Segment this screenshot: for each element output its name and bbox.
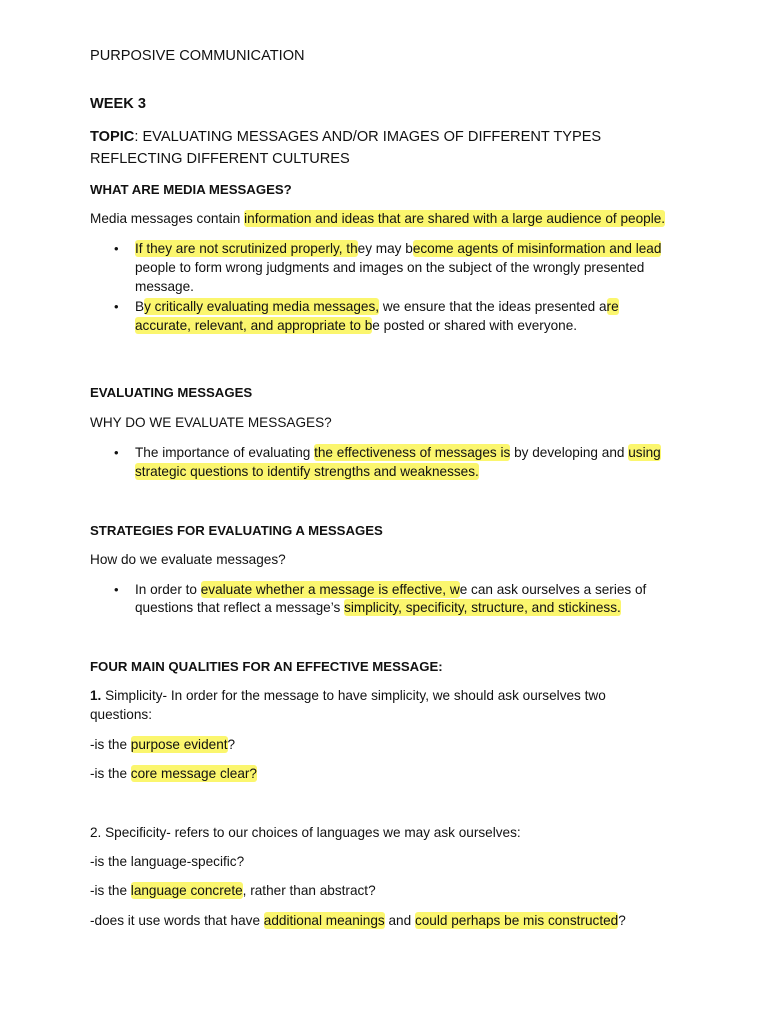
- strategies-question: How do we evaluate messages?: [90, 552, 286, 567]
- text: -is the: [90, 737, 131, 752]
- media-bullet-1-line-3: message.: [135, 279, 194, 294]
- text: -does it use words that have: [90, 913, 264, 928]
- highlight: simplicity, specificity, structure, and stickiness.: [344, 600, 621, 615]
- text: and: [384, 913, 415, 928]
- bullet-icon: •: [114, 299, 119, 314]
- strategies-heading: STRATEGIES FOR EVALUATING A MESSAGES: [90, 523, 383, 538]
- simplicity-question-2: [90, 764, 257, 783]
- text: e posted or shared with everyone.: [372, 318, 578, 333]
- simplicity-line-2: questions:: [90, 707, 152, 722]
- media-bullet-1-line-2: people to form wrong judgments and images on the subject of the wrongly presented: [135, 260, 645, 275]
- highlight: accurate, relevant, and appropriate to b: [135, 318, 373, 333]
- week-heading: WEEK 3: [90, 96, 146, 112]
- qualities-heading: FOUR MAIN QUALITIES FOR AN EFFECTIVE MESSAGE:: [90, 659, 443, 674]
- highlight: evaluate whether a message is effective, w: [200, 582, 460, 597]
- highlight: information and ideas that are shared with a large audience of people.: [244, 211, 666, 226]
- highlight: strategic questions to identify strengths and weaknesses.: [135, 464, 479, 479]
- bullet-icon: •: [114, 241, 119, 256]
- text: e can ask ourselves a series of: [459, 582, 647, 597]
- topic-label: TOPIC: [90, 129, 135, 145]
- document-title: PURPOSIVE COMMUNICATION: [90, 48, 305, 64]
- simplicity-line-1: [90, 686, 606, 705]
- highlight: language concrete: [130, 883, 243, 898]
- highlight: using: [628, 445, 661, 460]
- specificity-question-3: [90, 911, 626, 930]
- highlight: ecome agents of misinformation and lead: [412, 241, 662, 256]
- text: , rather than abstract?: [242, 883, 376, 898]
- text: B: [135, 299, 145, 314]
- topic-text-1: : EVALUATING MESSAGES AND/OR IMAGES OF DIFFERENT TYPES: [134, 129, 602, 145]
- text: questions that reflect a message’s: [135, 600, 345, 615]
- highlight: could perhaps be mis constructed: [414, 913, 619, 928]
- bullet-icon: •: [114, 445, 119, 460]
- text: ey may b: [357, 241, 413, 256]
- strategies-bullet-line-1: [135, 580, 646, 599]
- specificity-line: 2. Specificity- refers to our choices of languages we may ask ourselves:: [90, 825, 521, 840]
- media-heading: WHAT ARE MEDIA MESSAGES?: [90, 182, 292, 197]
- media-bullet-1-line-1: [135, 239, 661, 258]
- evaluating-question: WHY DO WE EVALUATE MESSAGES?: [90, 415, 332, 430]
- highlight: re: [606, 299, 619, 314]
- strategies-bullet-line-2: [135, 598, 621, 617]
- highlight: y critically evaluating media messages,: [144, 299, 380, 314]
- media-bullet-2-line-2: [135, 316, 577, 335]
- text: we ensure that the ideas presented a: [379, 299, 607, 314]
- text: -is the: [90, 766, 131, 781]
- media-intro-text: Media messages contain: [90, 211, 245, 226]
- evaluating-heading: EVALUATING MESSAGES: [90, 385, 253, 400]
- bullet-icon: •: [114, 582, 119, 597]
- text: ?: [227, 737, 236, 752]
- highlight: the effectiveness of messages is: [314, 445, 511, 460]
- highlight: If they are not scrutinized properly, th: [135, 241, 358, 256]
- text: by developing and: [510, 445, 629, 460]
- specificity-question-2: [90, 881, 376, 900]
- text: The importance of evaluating: [135, 445, 315, 460]
- evaluating-bullet-line-2: [135, 462, 479, 481]
- evaluating-bullet-line-1: [135, 443, 661, 462]
- highlight: purpose evident: [130, 737, 228, 752]
- text: -is the: [90, 883, 131, 898]
- text: Simplicity- In order for the message to have simplicity, we should ask ourselves two: [101, 688, 606, 703]
- specificity-question-1: -is the language-specific?: [90, 854, 245, 869]
- topic-line-2: REFLECTING DIFFERENT CULTURES: [90, 151, 350, 167]
- text: ?: [618, 913, 626, 928]
- media-intro: [90, 209, 665, 228]
- topic-line-1: [90, 128, 601, 147]
- media-bullet-2-line-1: [135, 297, 619, 316]
- text: In order to: [135, 582, 201, 597]
- highlight: additional meanings: [263, 913, 385, 928]
- highlight: core message clear?: [130, 766, 257, 781]
- item-number: 1.: [90, 688, 102, 703]
- simplicity-question-1: [90, 735, 235, 754]
